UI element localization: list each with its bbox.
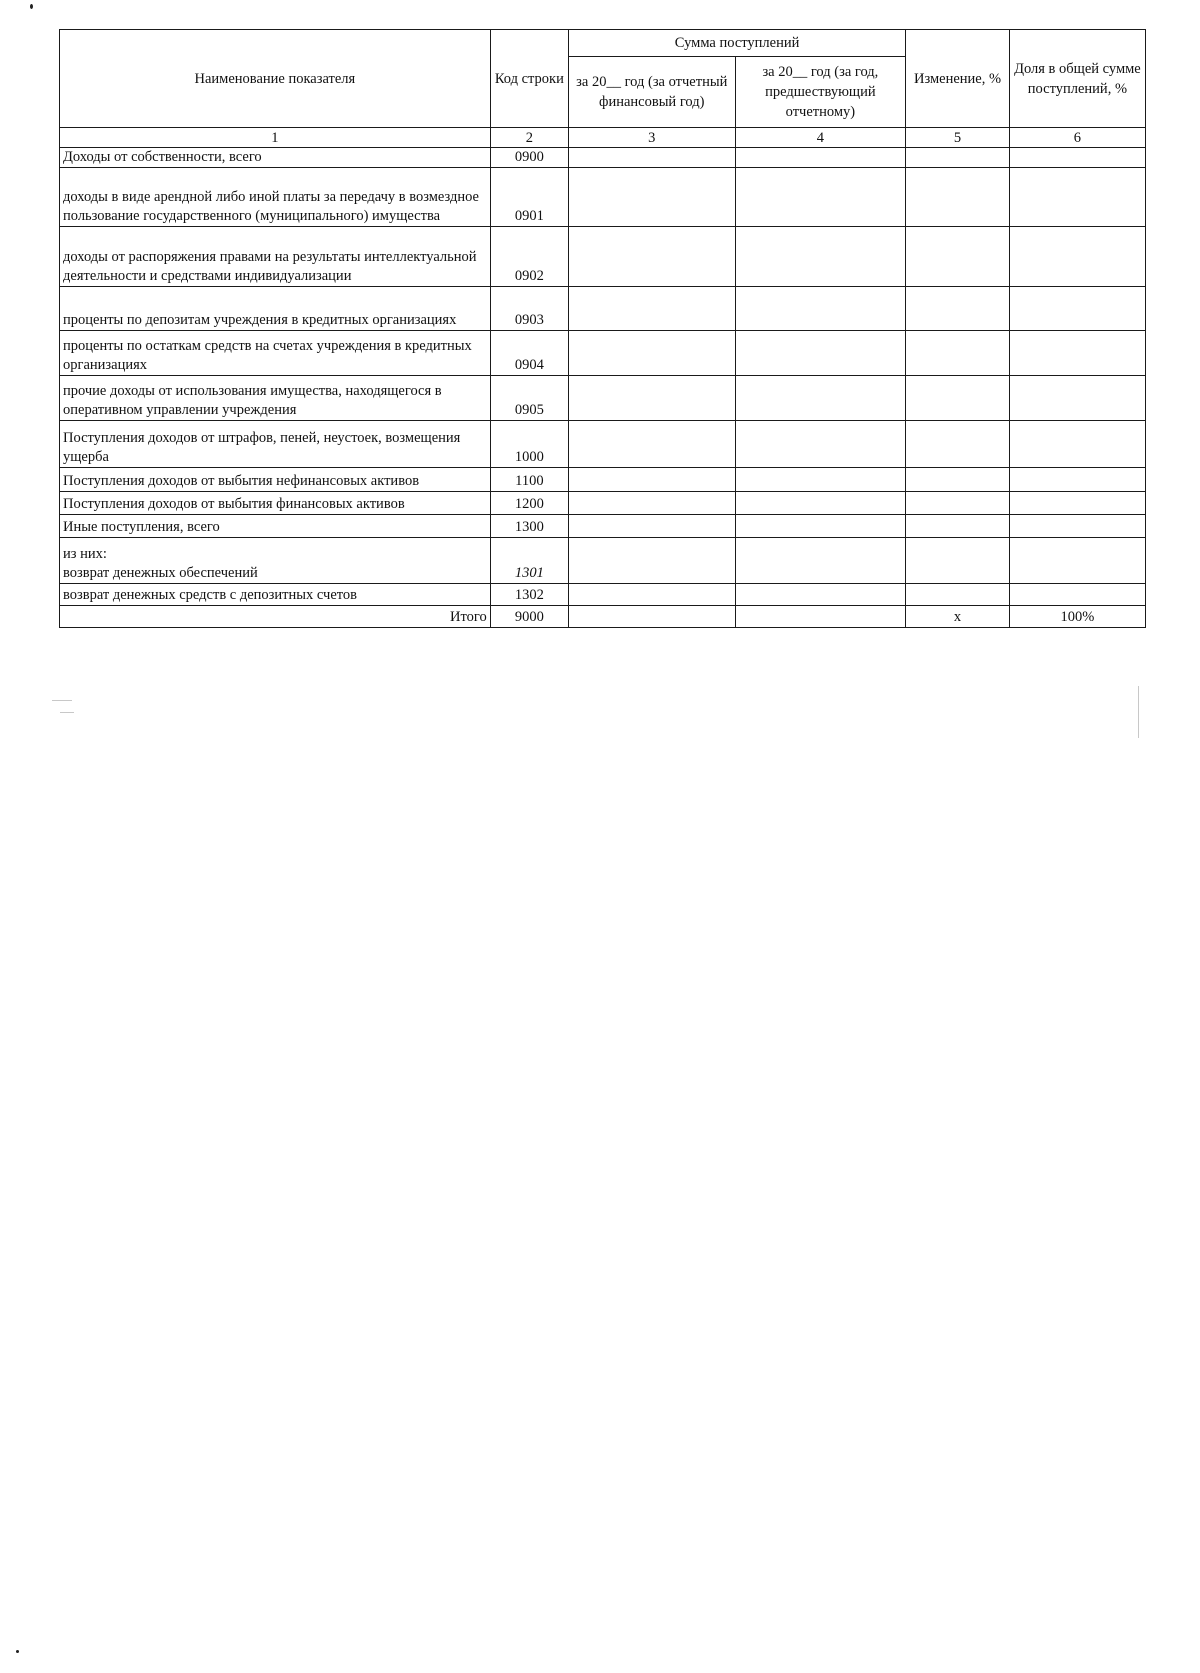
cell-previous — [735, 468, 906, 492]
row-name: Поступления доходов от штрафов, пеней, неустоек, возмещения ущерба — [60, 421, 491, 468]
scan-artifact-dot — [16, 1650, 19, 1653]
row-code: 0901 — [490, 168, 568, 227]
cell-share — [1009, 421, 1145, 468]
header-change: Изменение, % — [906, 30, 1010, 128]
cell-current — [568, 168, 735, 227]
row-name-subheading: из них: — [63, 546, 107, 562]
row-name: Поступления доходов от выбытия финансовых активов — [60, 492, 491, 515]
total-current — [568, 606, 735, 628]
cell-previous — [735, 492, 906, 515]
total-previous — [735, 606, 906, 628]
row-name-text: возврат денежных обеспечений — [63, 565, 258, 581]
cell-change — [906, 584, 1010, 606]
cell-current — [568, 148, 735, 168]
cell-change — [906, 148, 1010, 168]
total-row — [60, 606, 1146, 628]
cell-share — [1009, 287, 1145, 331]
cell-current — [568, 468, 735, 492]
header-share: Доля в общей сумме поступлений, % — [1009, 30, 1145, 128]
total-label: Итого — [60, 606, 491, 628]
column-number: 2 — [490, 128, 568, 148]
header-sum: Сумма поступлений — [568, 30, 905, 57]
cell-current — [568, 584, 735, 606]
total-code: 9000 — [490, 606, 568, 628]
row-name: возврат денежных средств с депозитных счетов — [60, 584, 491, 606]
row-code: 1000 — [490, 421, 568, 468]
table-row — [60, 376, 1146, 421]
table-row — [60, 515, 1146, 538]
cell-change — [906, 538, 1010, 584]
row-name: Доходы от собственности, всего — [60, 148, 491, 168]
cell-change — [906, 227, 1010, 287]
cell-share — [1009, 376, 1145, 421]
header-current-year: за 20__ год (за отчетный финансовый год) — [568, 57, 735, 128]
column-number: 1 — [60, 128, 491, 148]
row-code: 1300 — [490, 515, 568, 538]
cell-current — [568, 538, 735, 584]
scan-artifact-speck — [60, 712, 74, 713]
cell-share — [1009, 584, 1145, 606]
row-code: 1302 — [490, 584, 568, 606]
cell-share — [1009, 538, 1145, 584]
cell-change — [906, 168, 1010, 227]
table-row — [60, 421, 1146, 468]
header-previous-year: за 20__ год (за год, предшествующий отчетному) — [735, 57, 906, 128]
total-share: 100% — [1009, 606, 1145, 628]
cell-previous — [735, 538, 906, 584]
cell-previous — [735, 584, 906, 606]
cell-current — [568, 492, 735, 515]
cell-change — [906, 468, 1010, 492]
row-name: прочие доходы от использования имущества, находящегося в оперативном управлении учреждения — [60, 376, 491, 421]
row-code: 0900 — [490, 148, 568, 168]
cell-share — [1009, 148, 1145, 168]
scan-artifact-dot — [30, 4, 33, 9]
row-code: 1100 — [490, 468, 568, 492]
row-code: 0904 — [490, 331, 568, 376]
cell-previous — [735, 287, 906, 331]
cell-previous — [735, 515, 906, 538]
total-change: x — [906, 606, 1010, 628]
cell-previous — [735, 376, 906, 421]
scan-artifact-speck — [52, 700, 72, 701]
cell-previous — [735, 421, 906, 468]
row-name: Поступления доходов от выбытия нефинансовых активов — [60, 468, 491, 492]
cell-previous — [735, 168, 906, 227]
row-name: Иные поступления, всего — [60, 515, 491, 538]
cell-change — [906, 492, 1010, 515]
row-code: 0902 — [490, 227, 568, 287]
table-row — [60, 148, 1146, 168]
table-row — [60, 538, 1146, 584]
cell-current — [568, 331, 735, 376]
row-code: 1301 — [490, 538, 568, 584]
column-number: 6 — [1009, 128, 1145, 148]
table-row — [60, 584, 1146, 606]
cell-previous — [735, 227, 906, 287]
row-code: 1200 — [490, 492, 568, 515]
cell-current — [568, 227, 735, 287]
cell-share — [1009, 468, 1145, 492]
header-name: Наименование показателя — [60, 30, 491, 128]
cell-change — [906, 287, 1010, 331]
row-name — [60, 538, 491, 584]
column-number: 3 — [568, 128, 735, 148]
table-row — [60, 492, 1146, 515]
column-number: 5 — [906, 128, 1010, 148]
row-name: проценты по остаткам средств на счетах учреждения в кредитных организациях — [60, 331, 491, 376]
cell-change — [906, 421, 1010, 468]
row-code: 0903 — [490, 287, 568, 331]
cell-change — [906, 376, 1010, 421]
table-row — [60, 287, 1146, 331]
row-name: проценты по депозитам учреждения в кредитных организациях — [60, 287, 491, 331]
row-name: доходы в виде арендной либо иной платы за передачу в возмездное пользование государственного (муниципального) имущества — [60, 168, 491, 227]
cell-current — [568, 287, 735, 331]
cell-current — [568, 515, 735, 538]
table-row — [60, 468, 1146, 492]
cell-current — [568, 376, 735, 421]
row-name: доходы от распоряжения правами на результаты интеллектуальной деятельности и средствами индивидуализации — [60, 227, 491, 287]
cell-share — [1009, 492, 1145, 515]
cell-share — [1009, 331, 1145, 376]
column-numbers-row — [60, 128, 1146, 148]
table-row — [60, 168, 1146, 227]
cell-change — [906, 515, 1010, 538]
header-code: Код строки — [490, 30, 568, 128]
cell-previous — [735, 148, 906, 168]
cell-change — [906, 331, 1010, 376]
cell-share — [1009, 227, 1145, 287]
income-table — [59, 29, 1146, 628]
row-code: 0905 — [490, 376, 568, 421]
scan-artifact-speck — [1138, 686, 1139, 738]
table-row — [60, 331, 1146, 376]
cell-share — [1009, 515, 1145, 538]
table-row — [60, 227, 1146, 287]
cell-current — [568, 421, 735, 468]
cell-previous — [735, 331, 906, 376]
column-number: 4 — [735, 128, 906, 148]
cell-share — [1009, 168, 1145, 227]
header-row-top — [60, 30, 1146, 57]
